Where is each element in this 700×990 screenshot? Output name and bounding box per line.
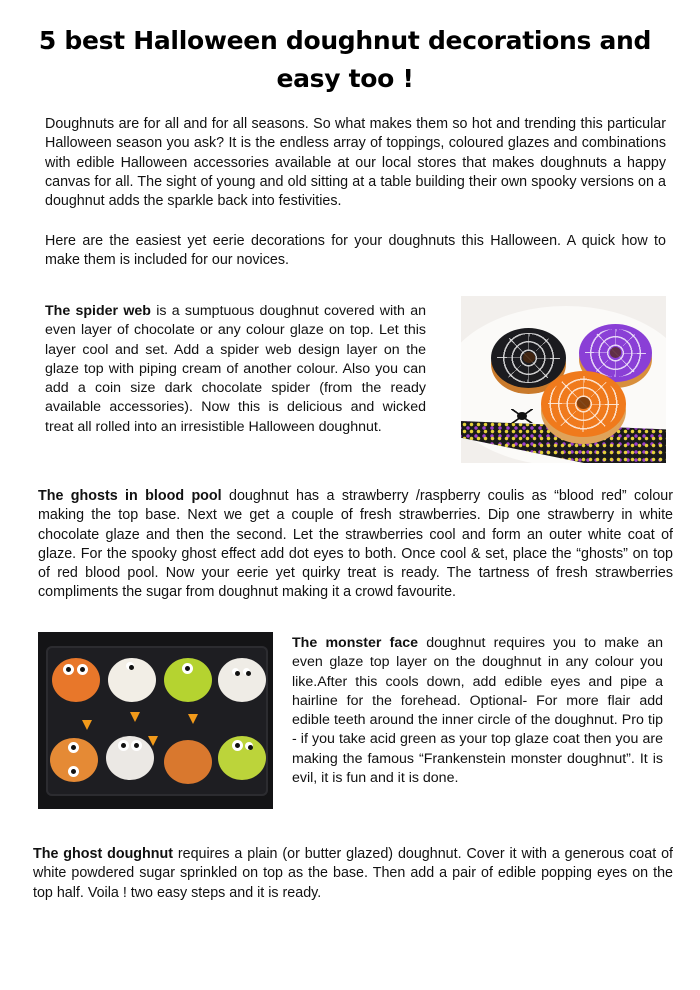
section-ghosts-in-blood-pool <box>38 487 673 603</box>
orange-web-doughnut <box>541 371 626 437</box>
section-body: requires a plain (or butter glazed) doughnut. Cover it with a generous coat of white powdered sugar sprinkled on top as the base. Then add a pair of edible popping eyes on the top half. Voila ! two easy steps and it is ready. <box>33 846 673 901</box>
mummy-doughnut <box>218 658 266 702</box>
ghost-doughnut <box>106 736 154 780</box>
striped-monster-doughnut <box>108 658 156 702</box>
intro-paragraph-1: Doughnuts are for all and for all seasons. So what makes them so hot and trending this particular Halloween season you ask? It is the endless array of toppings, coloured glazes and combinations with edible Halloween accessories available at our local stores that makes doughnuts a happy canvas for all. The sight of young and old sitting at a table building their own spooky versions on a doughnut adds the sparkle back into festivities. <box>45 116 666 210</box>
intro-paragraph-2: Here are the easiest yet eerie decorations for your doughnuts this Halloween. A quick how to make them is included for our novices. <box>45 233 666 269</box>
section-heading: The ghosts in blood pool <box>38 488 222 504</box>
page-title: 5 best Halloween doughnut decorations and easy too ! <box>38 26 652 93</box>
orange-monster-doughnut <box>52 658 100 702</box>
section-heading: The monster face <box>292 635 419 651</box>
section-body: doughnut has a strawberry /raspberry coulis as “blood red” colour making the top base. Next we get a couple of fresh strawberries. Dip one strawberry in white chocolate glaze and then the second. Let the strawberries cool and form an outer white coat of glaze. For the spooky ghost effect add dot eyes to both. Once cool & set, place the “ghosts” on top of red blood pool. Now your eerie yet quirky treat is ready. The tartness of fresh strawberries compliments the sugar from doughnut making it a crowd favourite. <box>38 488 673 601</box>
section-monster-face <box>292 634 663 788</box>
section-ghost-doughnut <box>33 845 673 903</box>
section-body: is a sumptuous doughnut covered with an even layer of chocolate or any colour glaze on top. Let this layer cool and set. Add a spider web design layer on the glaze top with piping cream of another colour. Also you can add a coin size dark chocolate spider (from the ready available accessories). Now this is delicious and wicked treat all rolled into an irresistible Halloween doughnut. <box>45 303 426 435</box>
spider-web-doughnuts-image <box>461 296 666 463</box>
section-spider-web <box>45 302 426 437</box>
candy-corn-icon <box>82 720 92 730</box>
green-cyclops-doughnut <box>164 658 212 702</box>
candy-corn-icon <box>130 712 140 722</box>
section-body: doughnut requires you to make an even glaze top layer on the doughnut in any colour you like.After this cools down, add edible eyes and pipe a hairline for the forehead. Optional- For more flair add edible teeth around the inner circle of the doughnut. Pro tip - if you take acid green as your top glaze coat then you are making the famous “Frankenstein monster doughnut”. It is evil, it is fun and it is done. <box>292 635 663 787</box>
section-heading: The ghost doughnut <box>33 846 173 862</box>
sprinkle-doughnut <box>164 740 212 784</box>
green-monster-doughnut <box>218 736 266 780</box>
candy-corn-icon <box>188 714 198 724</box>
spider-icon <box>511 409 533 423</box>
candy-corn-icon <box>148 736 158 746</box>
orange-eyes-doughnut <box>50 738 98 782</box>
section-heading: The spider web <box>45 303 151 319</box>
monster-face-doughnuts-image <box>38 632 273 809</box>
